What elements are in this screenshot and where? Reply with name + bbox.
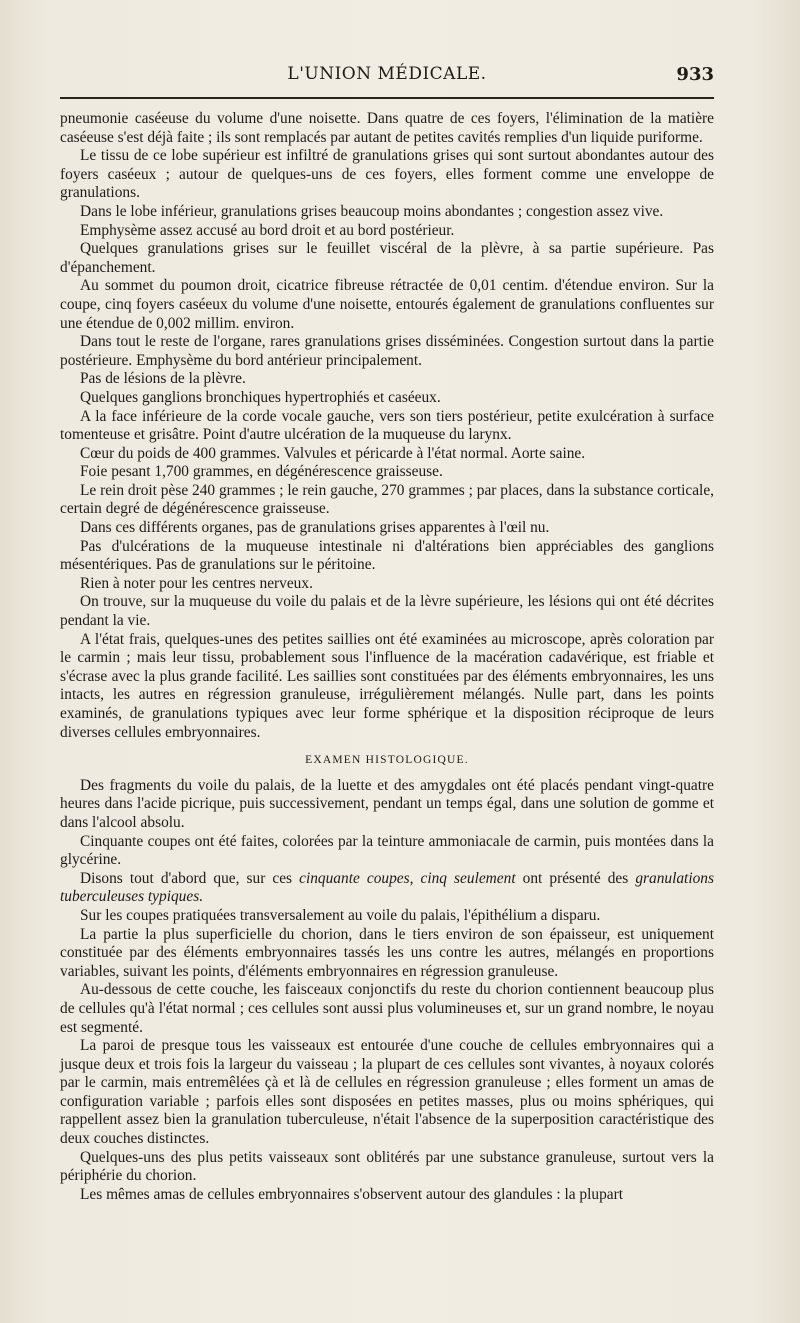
article-body	[60, 110, 714, 1204]
paragraph: Les mêmes amas de cellules embryonnaires s'observent autour des glandules : la plupart	[80, 1185, 623, 1203]
paragraph: Dans ces différents organes, pas de granulations grises apparentes à l'œil nu.	[80, 519, 550, 537]
paragraph: A l'état frais, quelques-unes des petites saillies ont été examinées au microscope, après coloration par le carmin ; mais leur tissu, probablement sous l'influence de la macération cadavérique, est friable et s'écrase avec la plus grande facilité. Les saillies sont constituées par des éléments embryonnaires, les uns intacts, les autres en régression granuleuse, irrégulièrement mélangés. Nulle part, dans les points examinés, de granulations typiques avec leur forme sphérique et la disposition réciproque de leurs diverses cellules embryonnaires.	[60, 630, 714, 741]
page-number: 933	[676, 64, 714, 85]
paragraph	[60, 870, 714, 907]
paragraph: Foie pesant 1,700 grammes, en dégénérescence graisseuse.	[80, 463, 443, 481]
paragraph: La partie la plus superficielle du chorion, dans le tiers environ de son épaisseur, est uniquement constituée par des éléments embryonnaires tassés les uns contre les autres, mélangés en proportions variables, suivant les points, d'éléments embryonnaires en régression granuleuse.	[60, 925, 714, 980]
paragraph: Pas d'ulcérations de la muqueuse intestinale ni d'altérations bien appréciables des ganglions mésentériques. Pas de granulations sur le péritoine.	[60, 537, 714, 574]
paragraph: Dans le lobe inférieur, granulations grises beaucoup moins abondantes ; congestion assez vive.	[80, 202, 664, 220]
italic-text: granulations tuberculeuses typiques.	[60, 869, 714, 906]
paragraph: Emphysème assez accusé au bord droit et au bord postérieur.	[80, 221, 455, 239]
text-run: ont présenté des	[515, 869, 636, 887]
text-run: Disons tout d'abord que, sur ces	[80, 869, 300, 887]
paragraph: Des fragments du voile du palais, de la luette et des amygdales ont été placés pendant vingt-quatre heures dans l'acide picrique, puis successivement, pendant un temps égal, dans une solution de gomme et dans l'alcool absolu.	[60, 776, 714, 831]
paragraph: Rien à noter pour les centres nerveux.	[80, 574, 313, 592]
paragraph: A la face inférieure de la corde vocale gauche, vers son tiers postérieur, petite exulcération à surface tomenteuse et grisâtre. Point d'autre ulcération de la muqueuse du larynx.	[60, 407, 714, 444]
header-rule	[60, 97, 714, 99]
paragraph: Quelques-uns des plus petits vaisseaux sont oblitérés par une substance granuleuse, surtout vers la périphérie du chorion.	[60, 1148, 714, 1185]
paragraph: Sur les coupes pratiquées transversalement au voile du palais, l'épithélium a disparu.	[80, 906, 601, 924]
paragraph: Au sommet du poumon droit, cicatrice fibreuse rétractée de 0,01 centim. d'étendue environ. Sur la coupe, cinq foyers caséeux du volume d'une noisette, entourés également de granulations confluentes sur une étendue de 0,002 millim. environ.	[60, 277, 714, 332]
section-heading: EXAMEN HISTOLOGIQUE.	[305, 754, 469, 767]
paragraph: On trouve, sur la muqueuse du voile du palais et de la lèvre supérieure, les lésions qui ont été décrites pendant la vie.	[60, 593, 714, 630]
paragraph: Pas de lésions de la plèvre.	[80, 370, 246, 388]
paragraph: Le tissu de ce lobe supérieur est infiltré de granulations grises qui sont surtout abondantes autour des foyers caséeux ; autour de quelques-uns de ces foyers, elles forment comme une enveloppe de granulations.	[60, 147, 714, 202]
paragraph: Le rein droit pèse 240 grammes ; le rein gauche, 270 grammes ; par places, dans la substance corticale, certain degré de dégénérescence graisseuse.	[60, 481, 714, 518]
paragraph: pneumonie caséeuse du volume d'une noisette. Dans quatre de ces foyers, l'élimination de la matière caséeuse s'est déjà faite ; ils sont remplacés par autant de petites cavités remplies d'un liquide puriforme.	[60, 110, 714, 146]
paragraph: Cinquante coupes ont été faites, colorées par la teinture ammoniacale de carmin, puis montées dans la glycérine.	[60, 832, 714, 869]
paragraph: Dans tout le reste de l'organe, rares granulations grises disséminées. Congestion surtout dans la partie postérieure. Emphysème du bord antérieur principalement.	[60, 333, 714, 369]
journal-title: L'UNION MÉDICALE.	[287, 64, 487, 84]
paragraph: Au-dessous de cette couche, les faisceaux conjonctifs du reste du chorion contiennent beaucoup plus de cellules qu'à l'état normal ; ces cellules sont aussi plus volumineuses et, sur un grand nombre, le noyau est segmenté.	[60, 981, 714, 1036]
italic-text: cinquante coupes, cinq seulement	[299, 869, 516, 887]
paragraph: Quelques granulations grises sur le feuillet viscéral de la plèvre, à sa partie supérieure. Pas d'épanchement.	[60, 240, 714, 276]
paragraph: La paroi de presque tous les vaisseaux est entourée d'une couche de cellules embryonnaires qui a jusque deux et trois fois la largeur du vaisseau ; la plupart de ces cellules sont vivantes, à noyaux colorés par le carmin, mais entremêlées çà et là de cellules en régression granuleuse ; elles forment un amas de configuration variable ; parfois elles sont disposées en petites masses, plus ou moins sphériques, qui rappellent assez bien la granulation tuberculeuse, n'était l'absence de la superposition caractéristique des deux couches distinctes.	[60, 1037, 714, 1148]
paragraph: Cœur du poids de 400 grammes. Valvules et péricarde à l'état normal. Aorte saine.	[80, 444, 586, 462]
paragraph: Quelques ganglions bronchiques hypertrophiés et caséeux.	[80, 388, 441, 406]
running-header	[60, 64, 714, 90]
